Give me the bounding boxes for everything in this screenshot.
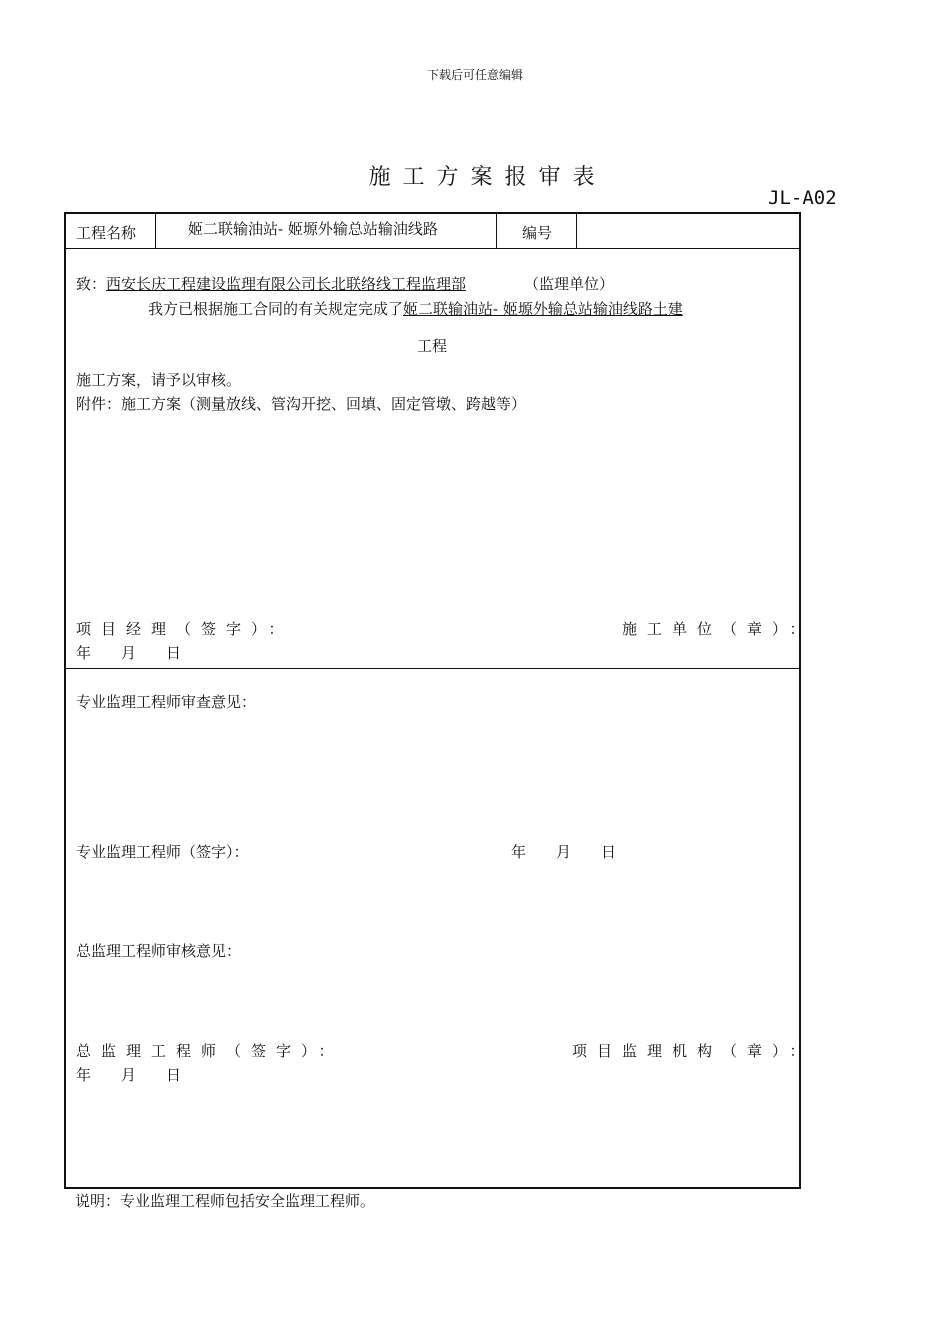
addressee-suffix: （监理单位） bbox=[524, 275, 615, 293]
chief-sign-label: 总监理工程师（签字）： bbox=[76, 1042, 344, 1060]
attachment-text: 附件：施工方案（测量放线、管沟开挖、回填、固定管墩、跨越等） bbox=[76, 395, 527, 413]
divider bbox=[496, 214, 497, 248]
header-note: 下载后可任意编辑 bbox=[426, 68, 523, 82]
completion-prefix: 我方已根据施工合同的有关规定完成了 bbox=[148, 300, 404, 318]
project-name-value: 姬二联输油站- 姬塬外输总站输油线路 bbox=[188, 220, 438, 238]
engineer-sign-label: 专业监理工程师（签字）： bbox=[76, 843, 249, 861]
completion-project: 姬二联输油站- 姬塬外输总站输油线路土建 bbox=[403, 300, 683, 318]
section1-date: 年 月 日 bbox=[76, 644, 182, 662]
org-seal-label: 项目监理机构（章）： bbox=[572, 1042, 815, 1060]
addressee-line bbox=[76, 273, 614, 294]
section3-date: 年 月 日 bbox=[76, 1066, 182, 1084]
completion-line bbox=[148, 298, 683, 319]
section-divider bbox=[66, 668, 799, 669]
project-name-label: 工程名称 bbox=[76, 224, 137, 242]
chief-opinion-label: 总监理工程师审核意见： bbox=[76, 942, 242, 960]
addressee-prefix: 致： bbox=[76, 275, 107, 293]
footer-note: 说明：专业监理工程师包括安全监理工程师。 bbox=[75, 1192, 376, 1210]
addressee-unit: 西安长庆工程建设监理有限公司长北联络线工程监理部 bbox=[106, 275, 467, 293]
contractor-seal-label: 施工单位（章）： bbox=[622, 620, 815, 638]
project-type: 工程 bbox=[417, 337, 448, 355]
pm-sign-label: 项目经理（签字）： bbox=[76, 620, 294, 638]
number-label: 编号 bbox=[522, 224, 553, 242]
engineer-opinion-label: 专业监理工程师审查意见： bbox=[76, 693, 257, 711]
divider bbox=[576, 214, 577, 248]
form-code: JL-A02 bbox=[768, 187, 837, 209]
request-text: 施工方案，请予以审核。 bbox=[76, 371, 242, 389]
divider bbox=[155, 214, 156, 248]
section2-date: 年 月 日 bbox=[511, 843, 617, 861]
form-table bbox=[64, 212, 815, 1189]
form-title: 施工方案报审表 bbox=[368, 165, 607, 190]
project-row bbox=[66, 214, 799, 249]
